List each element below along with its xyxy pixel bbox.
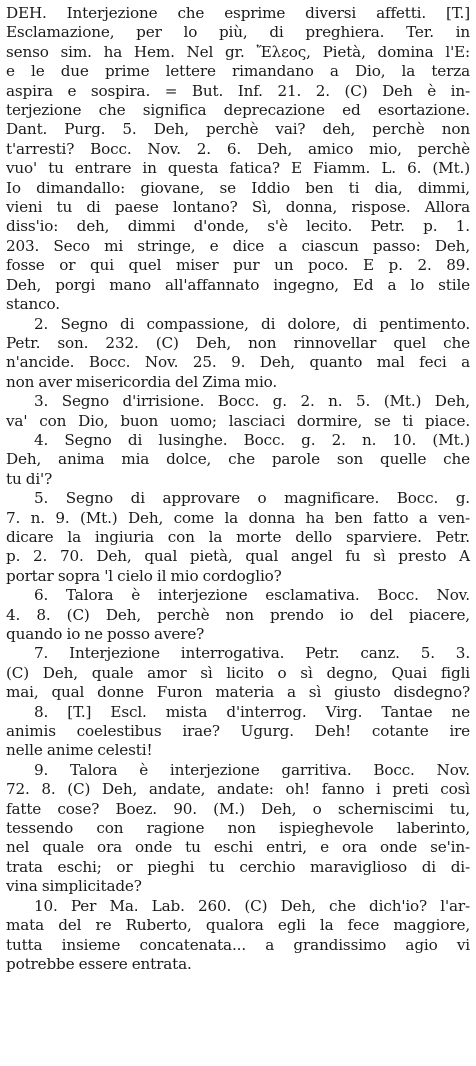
entry-line: p. 2. 70. Deh, qual pietà, qual angel fu sì presto A [6, 547, 470, 566]
entry-line: fosse or qui quel miser pur un poco. E p. 2. 89. [6, 256, 470, 275]
entry-line: diss'io: deh, dimmi d'onde, s'è lecito. Petr. p. 1. [6, 217, 470, 236]
entry-line: 7. n. 9. (Mt.) Deh, come la donna ha ben fatto a ven- [6, 508, 470, 527]
entry-line: 8. [T.] Escl. mista d'interrog. Virg. Tantae ne [34, 702, 470, 721]
entry-line: portar sopra 'l cielo il mio cordoglio? [6, 566, 282, 585]
entry-line: potrebbe essere entrata. [6, 954, 192, 973]
entry-line: senso sim. ha Hem. Nel gr. Ἔλεος, Pietà, domina l'E: [6, 42, 470, 61]
entry-line: tessendo con ragione non ispieghevole laberinto, [6, 819, 470, 838]
entry-line: 6. Talora è interjezione esclamativa. Bocc. Nov. [34, 586, 470, 605]
entry-line: t'arresti? Bocc. Nov. 2. 6. Deh, amico mio, perchè [6, 139, 470, 158]
entry-line: vuo' tu entrare in questa fatica? E Fiamm. L. 6. (Mt.) [6, 159, 470, 178]
entry-line: animis coelestibus irae? Ugurg. Deh! cotante ire [6, 722, 470, 741]
entry-line: vieni tu di paese lontano? Sì, donna, rispose. Allora [6, 198, 470, 217]
entry-line: DEH. Interjezione che esprime diversi affetti. [T.] [6, 4, 470, 22]
entry-line: terjezione che significa deprecazione ed esortazione. [6, 101, 470, 120]
entry-line: Deh, anima mia dolce, che parole son quelle che [6, 450, 470, 469]
entry-line: Deh, porgi mano all'affannato ingegno, Ed a lo stile [6, 275, 470, 294]
entry-line: 4. Segno di lusinghe. Bocc. g. 2. n. 10. (Mt.) [34, 430, 470, 449]
entry-line: Dant. Purg. 5. Deh, perchè vai? deh, perchè non [6, 120, 470, 139]
entry-line: trata eschi; or pieghi tu cerchio maraviglioso di di- [6, 857, 470, 876]
entry-line: (C) Deh, quale amor sì licito o sì degno, Quai figli [6, 663, 470, 682]
entry-line: va' con Dio, buon uomo; lasciaci dormire, se ti piace. [6, 411, 470, 430]
entry-line: Petr. son. 232. (C) Deh, non rinnovellar quel che [6, 333, 470, 352]
entry-line: vina simplicitade? [6, 877, 142, 896]
entry-line: tu di'? [6, 469, 53, 488]
dictionary-entry [6, 4, 470, 974]
entry-line: 10. Per Ma. Lab. 260. (C) Deh, che dich'io? l'ar- [34, 896, 470, 915]
entry-line: 2. Segno di compassione, di dolore, di pentimento. [34, 314, 470, 333]
entry-line: 5. Segno di approvare o magnificare. Bocc. g. [34, 489, 470, 508]
entry-line: 9. Talora è interjezione garritiva. Bocc. Nov. [34, 760, 470, 779]
entry-line: non aver misericordia del Zima mio. [6, 372, 278, 391]
entry-line: quando io ne posso avere? [6, 625, 205, 643]
entry-line: 72. 8. (C) Deh, andate, andate: oh! fanno i preti così [6, 780, 470, 799]
entry-line: Esclamazione, per lo più, di preghiera. Ter. in [6, 23, 470, 42]
entry-line: nelle anime celesti! [6, 741, 153, 760]
entry-line: aspira e sospira. = But. Inf. 21. 2. (C) Deh è in- [6, 81, 470, 100]
entry-line: nel quale ora onde tu eschi entri, e ora onde se'in- [6, 838, 470, 857]
entry-line: 3. Segno d'irrisione. Bocc. g. 2. n. 5. (Mt.) Deh, [34, 392, 470, 411]
entry-line: Io dimandallo: giovane, se Iddio ben ti dia, dimmi, [6, 178, 470, 197]
entry-line: fatte cose? Boez. 90. (M.) Deh, o scherniscimi tu, [6, 799, 470, 818]
entry-line: dicare la ingiuria con la morte dello sparviere. Petr. [6, 527, 470, 546]
entry-line: n'ancide. Bocc. Nov. 25. 9. Deh, quanto mal feci a [6, 353, 470, 372]
entry-line: tutta insieme concatenata... a grandissimo agio vi [6, 935, 470, 954]
entry-line: mai, qual donne Furon materia a sì giusto disdegno? [6, 683, 470, 702]
entry-line: stanco. [6, 295, 60, 314]
entry-line: mata del re Ruberto, qualora egli la fece maggiore, [6, 916, 470, 935]
entry-line: 4. 8. (C) Deh, perchè non prendo io del piacere, [6, 605, 470, 624]
entry-line: 203. Seco mi stringe, e dice a ciascun passo: Deh, [6, 236, 470, 255]
entry-line: e le due prime lettere rimandano a Dio, la terza [6, 62, 470, 81]
entry-line: 7. Interjezione interrogativa. Petr. canz. 5. 3. [34, 644, 470, 663]
